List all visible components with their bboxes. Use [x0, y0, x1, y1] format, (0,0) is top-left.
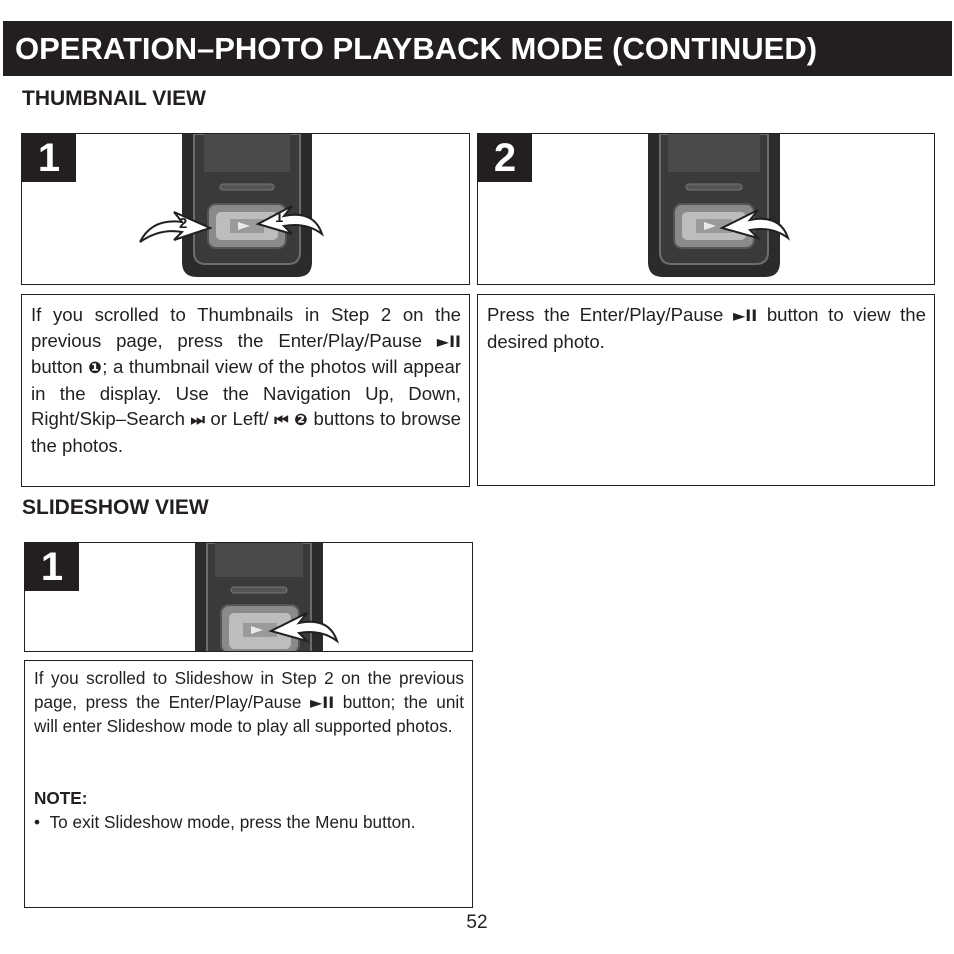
step-badge: 1 [22, 134, 76, 182]
note-item [34, 811, 464, 835]
slideshow-section-title: SLIDESHOW VIEW [22, 496, 209, 519]
thumbnail-section-title: THUMBNAIL VIEW [22, 87, 206, 110]
instruction-text [34, 667, 464, 738]
mp3-player-illustration [22, 134, 470, 285]
step-badge: 1 [25, 543, 79, 591]
note-text: To exit Slideshow mode, press the Menu button. [49, 812, 416, 832]
mp3-player-illustration [478, 134, 935, 285]
play-pause-icon: ►II [436, 331, 461, 351]
page-number: 52 [466, 912, 488, 933]
text-segment: If you scrolled to Thumbnails in Step 2 on the previous page, press the Enter/Play/Pause [31, 304, 461, 351]
text-segment: or Left/ [204, 408, 275, 429]
text-segment: ; a thumbnail view of the photos will appear in the display. Use the Navigation Up, Down, Right/Skip–Search [31, 356, 461, 429]
text-segment: button [31, 356, 89, 377]
arrow-label: 1 [275, 209, 284, 226]
text-segment: button to view the desired photo. [487, 304, 926, 352]
text-segment: Press the Enter/Play/Pause [487, 304, 733, 325]
mp3-player-illustration [25, 543, 473, 652]
slideshow-step1-figure [24, 542, 473, 652]
instruction-text [487, 302, 926, 354]
circled-number-two-icon: ❷ [294, 410, 309, 429]
skip-back-icon: ⏮ [274, 410, 289, 429]
circled-number-one-icon: ❶ [88, 358, 103, 377]
text-segment: button; the unit will enter Slideshow mode to play all supported photos. [34, 691, 464, 736]
thumbnail-step1-instructions [21, 294, 470, 487]
step-badge: 2 [478, 134, 532, 182]
play-pause-icon: ►II [732, 306, 758, 325]
thumbnail-step1-figure [21, 133, 470, 285]
page-header-bar [3, 21, 952, 76]
page-title: OPERATION–PHOTO PLAYBACK MODE (CONTINUED) [15, 31, 818, 66]
thumbnail-step2-figure [477, 133, 935, 285]
text-segment: buttons to browse the photos. [31, 408, 461, 456]
thumbnail-step2-instructions [477, 294, 935, 486]
slideshow-step1-instructions [24, 660, 473, 908]
text-segment: If you scrolled to Slideshow in Step 2 on the previous page, press the Enter/Play/Pause [34, 668, 464, 712]
instruction-text [31, 302, 461, 458]
arrow-label: 2 [179, 215, 188, 232]
bullet-icon: • [34, 812, 41, 832]
skip-forward-icon: ⏭ [190, 410, 205, 429]
note-title: NOTE: [34, 788, 88, 808]
play-pause-icon: ►II [309, 692, 335, 712]
